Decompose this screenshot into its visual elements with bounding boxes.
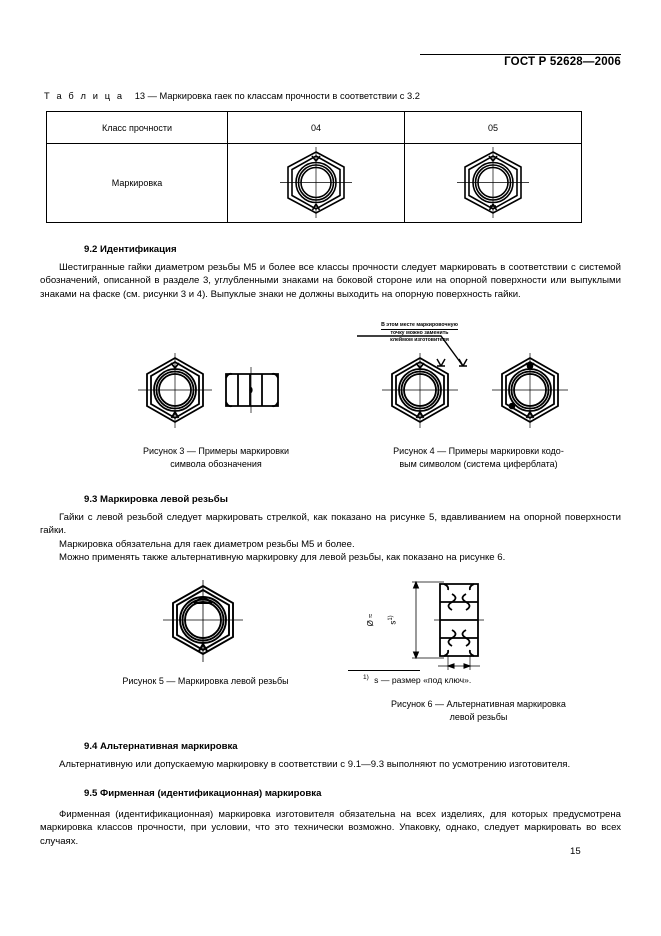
figure-3-caption-line-2: символа обозначения xyxy=(170,458,262,469)
page-number: 15 xyxy=(570,846,581,857)
section-9-3-paragraph-2 xyxy=(40,538,621,551)
figure-4-callout-line-1: В этом месте маркировочную xyxy=(381,322,458,328)
paragraph-text: Маркировка обязательна для гаек диаметром резьбы М5 и более. xyxy=(59,539,355,550)
hex-nut-icon xyxy=(443,146,543,220)
figure-4-caption xyxy=(336,445,621,470)
section-heading-9-5: 9.5 Фирменная (идентификационная) маркировка xyxy=(84,788,322,799)
figure-5-drawing xyxy=(145,578,265,666)
table-caption-text: 13 — Маркировка гаек по классам прочности в соответствии с 3.2 xyxy=(134,91,420,101)
table-row xyxy=(47,112,582,144)
figure-3-caption xyxy=(96,445,336,470)
figure-6-caption-line-2: левой резьбы xyxy=(449,711,508,722)
table-cell-row-label: Класс прочности xyxy=(47,112,228,144)
hex-nut-icon xyxy=(266,146,366,220)
figure-6-footnote xyxy=(363,674,471,685)
figure-6-dimension-superscript: 1) xyxy=(388,615,394,621)
table-caption xyxy=(44,91,420,101)
figure-4-caption-line-1: Рисунок 4 — Примеры маркировки кодо- xyxy=(393,446,564,456)
paragraph-text: Альтернативную или допускаемую маркировку в соответствии с 9.1—9.3 выполняют по усмотрению изготовителя. xyxy=(59,759,571,770)
header-rule xyxy=(420,54,621,55)
figure-4-caption-line-2: вым символом (система циферблата) xyxy=(399,458,558,469)
table-caption-label: Т а б л и ц а xyxy=(44,91,125,101)
marking-table xyxy=(46,111,582,223)
paragraph-text: Можно применять также альтернативную маркировку для левой резьбы, как показано на рисунке 6. xyxy=(59,552,506,563)
figure-6-caption xyxy=(336,698,621,723)
table-cell-nut-drawing-04 xyxy=(228,144,405,223)
section-heading-9-3: 9.3 Маркировка левой резьбы xyxy=(84,494,228,505)
footnote-rule xyxy=(348,670,420,671)
figure-6-dimension-value: Ø ≈ s xyxy=(366,613,398,627)
table-cell-class-05: 05 xyxy=(405,112,582,144)
section-heading-9-2: 9.2 Идентификация xyxy=(84,244,177,255)
footnote-text: s — размер «под ключ». xyxy=(374,674,472,685)
section-9-2-paragraph-1 xyxy=(40,261,621,301)
figure-3-drawing xyxy=(132,352,282,436)
section-9-3-paragraph-3 xyxy=(40,551,621,564)
section-9-3-paragraph-1 xyxy=(40,511,621,538)
table-cell-class-04: 04 xyxy=(228,112,405,144)
figure-6-dimension-label xyxy=(361,610,431,630)
paragraph-text: Гайки с левой резьбой следует маркировать стрелкой, как показано на рисунке 5, вдавливанием на опорной поверхности гайки. xyxy=(40,512,621,537)
figure-4-callout-line-3: клеймом изготовителя xyxy=(390,337,449,343)
table-cell-row-label: Маркировка xyxy=(47,144,228,223)
standard-header: ГОСТ Р 52628—2006 xyxy=(504,56,621,68)
figure-5-caption: Рисунок 5 — Маркировка левой резьбы xyxy=(122,676,289,686)
section-9-4-paragraph-1 xyxy=(40,758,621,771)
paragraph-text: Фирменная (идентификационная) маркировка изготовителя обязательна на всех изделиях, для которых предусмотрена маркировка классов прочности, при условии, что это технически возможно. Упаковку, однако, следует маркировать во всех случаях. xyxy=(40,809,621,847)
paragraph-text: Шестигранные гайки диаметром резьбы М5 и более все классы прочности следует маркировать в соответствии с системой обозначений, описанной в разделе 3, углубленными знаками на боковой стороне или на опорной поверхности или выпуклыми знаками на фаске (см. рисунки 3 и 4). Выпуклые знаки не должны выходить на опорную поверхность гайки. xyxy=(40,262,621,300)
figure-6-caption-line-1: Рисунок 6 — Альтернативная маркировка xyxy=(391,699,566,709)
table-row xyxy=(47,144,582,223)
figure-3-caption-line-1: Рисунок 3 — Примеры маркировки xyxy=(142,446,290,456)
table-cell-nut-drawing-05 xyxy=(405,144,582,223)
footnote-marker: 1) xyxy=(363,674,369,681)
section-9-5-paragraph-1 xyxy=(40,808,621,848)
figure-4-drawing xyxy=(362,352,612,438)
figure-4-callout-line-2: точку можно заменить xyxy=(390,330,449,336)
section-heading-9-4: 9.4 Альтернативная маркировка xyxy=(84,741,238,752)
